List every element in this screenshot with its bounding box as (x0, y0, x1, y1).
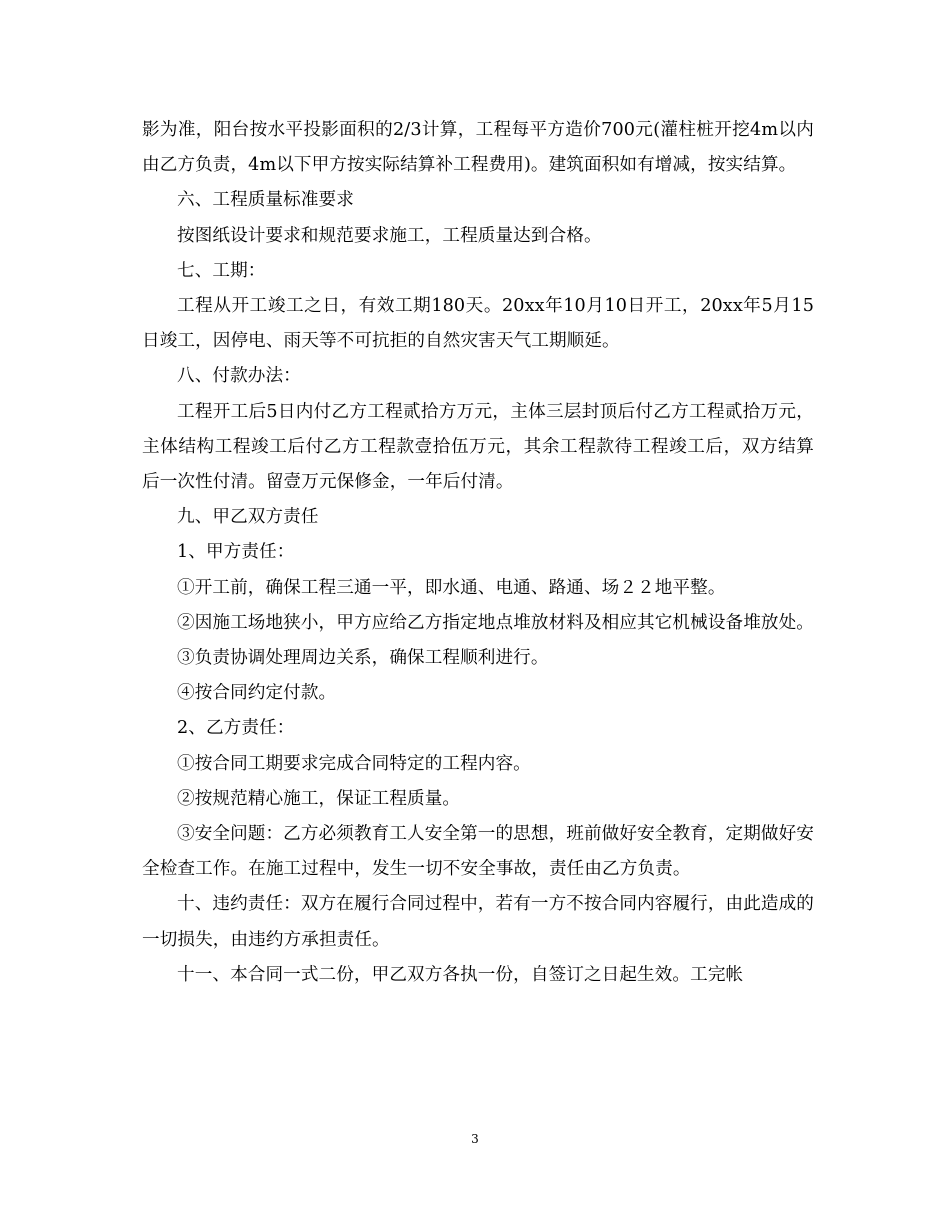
page-number: 3 (471, 1132, 479, 1146)
paragraph: ③安全问题：乙方必须教育工人安全第一的思想，班前做好安全教育，定期做好安全检查工作。在施工过程中，发生一切不安全事故，责任由乙方负责。 (142, 824, 814, 880)
paragraph: 影为准，阳台按水平投影面积的2/3计算，工程每平方造价700元(灌柱桩开挖4m以内由乙方负责，4m以下甲方按实际结算补工程费用)。建筑面积如有增减，按实结算。 (142, 120, 814, 176)
document-body (142, 113, 814, 993)
paragraph: 工程从开工竣工之日，有效工期180天。20xx年10月10日开工，20xx年5月15日竣工，因停电、雨天等不可抗拒的自然灾害天气工期顺延。 (142, 296, 814, 352)
paragraph: 十、违约责任：双方在履行合同过程中，若有一方不按合同内容履行，由此造成的一切损失，由违约方承担责任。 (142, 894, 814, 950)
paragraph: 十一、本合同一式二份，甲乙双方各执一份，自签订之日起生效。工完帐 (177, 964, 744, 985)
paragraph: ③负责协调处理周边关系，确保工程顺利进行。 (177, 648, 549, 669)
paragraph: 六、工程质量标准要求 (177, 190, 354, 211)
paragraph: ①按合同工期要求完成合同特定的工程内容。 (177, 753, 531, 774)
paragraph: ②因施工场地狭小，甲方应给乙方指定地点堆放材料及相应其它机械设备堆放处。 (177, 612, 814, 633)
paragraph: 工程开工后5日内付乙方工程贰拾方万元，主体三层封顶后付乙方工程贰拾万元，主体结构工程竣工后付乙方工程款壹拾伍万元，其余工程款待工程竣工后，双方结算后一次性付清。留壹万元保修金，一年后付清。 (142, 401, 814, 493)
paragraph: ④按合同约定付款。 (177, 683, 337, 704)
paragraph: ①开工前，确保工程三通一平，即水通、电通、路通、场２２地平整。 (177, 577, 726, 598)
paragraph: 1、甲方责任： (177, 542, 295, 563)
paragraph: 八、付款办法： (177, 366, 301, 387)
paragraph: 七、工期： (177, 260, 266, 281)
paragraph: ②按规范精心施工，保证工程质量。 (177, 788, 461, 809)
paragraph: 按图纸设计要求和规范要求施工，工程质量达到合格。 (177, 225, 602, 246)
paragraph: 九、甲乙双方责任 (177, 507, 319, 528)
paragraph: 2、乙方责任： (177, 718, 295, 739)
